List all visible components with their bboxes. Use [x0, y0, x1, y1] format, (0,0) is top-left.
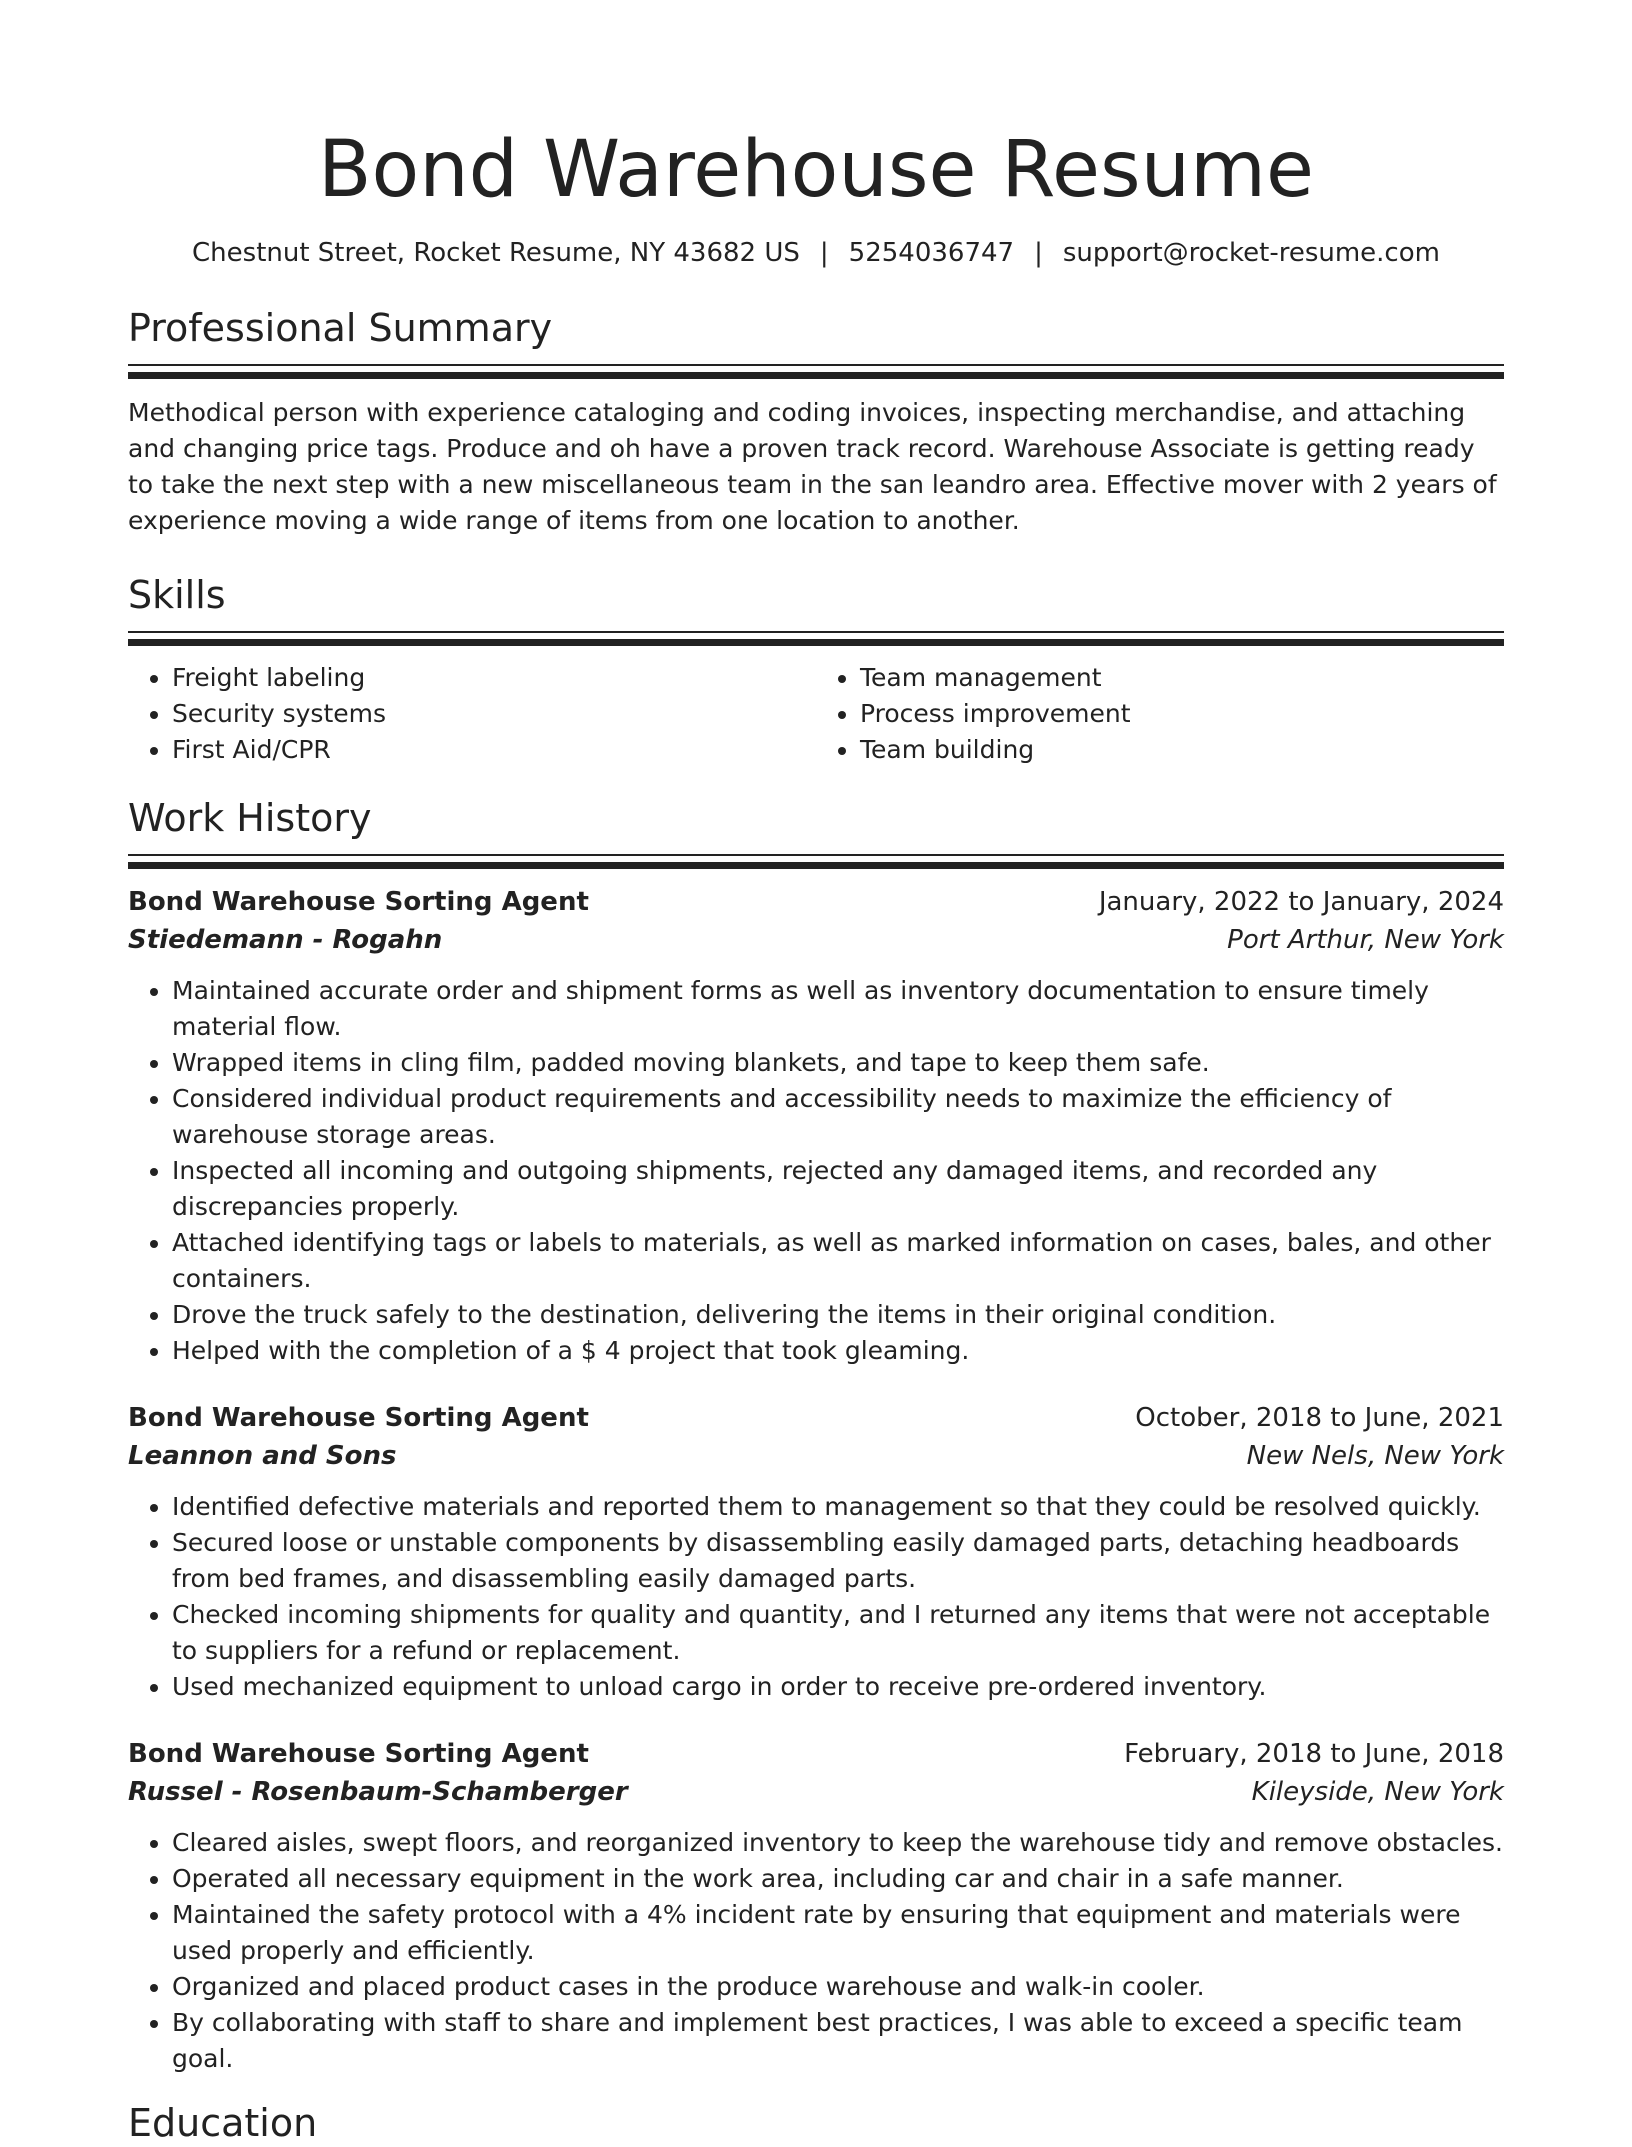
job-location: New Nels, New York	[1246, 1441, 1504, 1471]
job-entry	[128, 1735, 1504, 2077]
job-bullet: • Maintained accurate order and shipment forms as well as inventory documentation to ensure timely material flow.	[172, 973, 1504, 1045]
section-title-summary: Professional Summary	[128, 306, 553, 350]
skill-item: • First Aid/CPR	[172, 732, 816, 768]
skills-column-right	[816, 660, 1504, 768]
job-title: Bond Warehouse Sorting Agent	[128, 1403, 589, 1433]
skill-item: • Freight labeling	[172, 660, 816, 696]
contact-separator: |	[819, 238, 829, 268]
job-bullet: • Inspected all incoming and outgoing shipments, rejected any damaged items, and recorded any discrepancies properly.	[172, 1153, 1504, 1225]
skills-column-left	[128, 660, 816, 768]
job-company: Stiedemann - Rogahn	[128, 925, 443, 955]
job-bullet: • Used mechanized equipment to unload cargo in order to receive pre-ordered inventory.	[172, 1669, 1504, 1705]
job-entry	[128, 1399, 1504, 1705]
job-bullet: • Secured loose or unstable components by disassembling easily damaged parts, detaching headboards from bed frames, and disassembling easily damaged parts.	[172, 1525, 1504, 1597]
job-bullet: • Maintained the safety protocol with a 4% incident rate by ensuring that equipment and materials were used properly and efficiently.	[172, 1897, 1504, 1969]
summary-text: Methodical person with experience cataloging and coding invoices, inspecting merchandise, and attaching and changing price tags. Produce and oh have a proven track record. Warehouse Associate is getting ready to take the next step with a new miscellaneous team in the san leandro area. Effective mover with 2 years of experience moving a wide range of items from one location to another.	[128, 398, 1497, 535]
job-bullet: • Considered individual product requirements and accessibility needs to maximize the efficiency of warehouse storage areas.	[172, 1081, 1504, 1153]
job-bullet: • Drove the truck safely to the destination, delivering the items in their original condition.	[172, 1297, 1504, 1333]
job-bullet: • Cleared aisles, swept floors, and reorganized inventory to keep the warehouse tidy and remove obstacles.	[172, 1825, 1504, 1861]
job-bullets	[128, 1489, 1504, 1705]
job-bullet: • Identified defective materials and reported them to management so that they could be resolved quickly.	[172, 1489, 1504, 1525]
skill-item: • Team building	[860, 732, 1504, 768]
job-dates: October, 2018 to June, 2021	[1135, 1403, 1504, 1433]
skills-list	[128, 660, 1504, 768]
section-divider	[128, 631, 1504, 646]
job-bullet: • Checked incoming shipments for quality and quantity, and I returned any items that were not acceptable to suppliers for a refund or replacement.	[172, 1597, 1504, 1669]
summary-section	[128, 304, 1504, 539]
job-dates: January, 2022 to January, 2024	[1098, 887, 1504, 917]
section-title-work-history: Work History	[128, 796, 372, 840]
job-title: Bond Warehouse Sorting Agent	[128, 887, 589, 917]
job-title: Bond Warehouse Sorting Agent	[128, 1739, 589, 1769]
job-bullet: • By collaborating with staff to share and implement best practices, I was able to exceed a specific team goal.	[172, 2005, 1504, 2077]
job-bullet: • Attached identifying tags or labels to materials, as well as marked information on cases, bales, and other containers.	[172, 1225, 1504, 1297]
job-bullets	[128, 973, 1504, 1369]
contact-separator: |	[1034, 238, 1043, 268]
skill-item: • Security systems	[172, 696, 816, 732]
job-bullet: • Operated all necessary equipment in the work area, including car and chair in a safe manner.	[172, 1861, 1504, 1897]
skills-section	[128, 571, 1504, 768]
job-bullet: • Organized and placed product cases in the produce warehouse and walk-in cooler.	[172, 1969, 1504, 2005]
section-title-education: Education	[128, 2101, 318, 2145]
section-divider	[128, 364, 1504, 379]
contact-line	[128, 236, 1504, 270]
skill-item: • Team management	[860, 660, 1504, 696]
work-history-section	[128, 794, 1504, 2077]
job-location: Kileyside, New York	[1251, 1777, 1504, 1807]
job-bullets	[128, 1825, 1504, 2077]
section-divider	[128, 854, 1504, 869]
contact-email: support@rocket-resume.com	[1062, 238, 1440, 268]
job-company: Russel - Rosenbaum-Schamberger	[128, 1777, 628, 1807]
resume-name: Bond Warehouse Resume	[318, 125, 1314, 215]
job-dates: February, 2018 to June, 2018	[1124, 1739, 1504, 1769]
job-entry	[128, 883, 1504, 1369]
job-bullet: • Helped with the completion of a $ 4 project that took gleaming.	[172, 1333, 1504, 1369]
contact-address: Chestnut Street, Rocket Resume, NY 43682 US	[192, 238, 800, 268]
section-title-skills: Skills	[128, 573, 226, 617]
job-company: Leannon and Sons	[128, 1441, 397, 1471]
job-bullet: • Wrapped items in cling film, padded moving blankets, and tape to keep them safe.	[172, 1045, 1504, 1081]
contact-phone: 5254036747	[848, 238, 1015, 268]
education-section	[128, 2099, 1504, 2147]
job-location: Port Arthur, New York	[1227, 925, 1504, 955]
skill-item: • Process improvement	[860, 696, 1504, 732]
